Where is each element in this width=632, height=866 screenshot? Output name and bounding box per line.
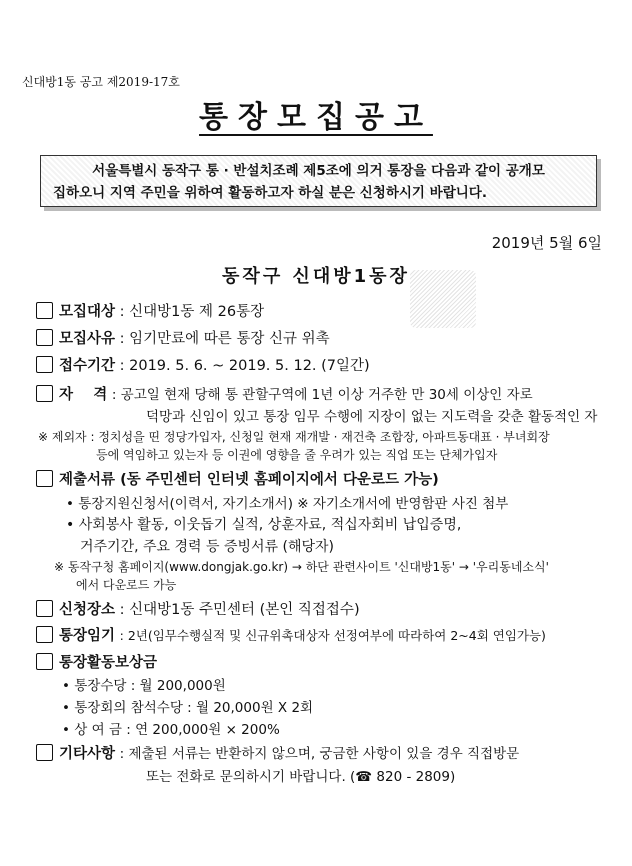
reason-value: : 임기만료에 따른 통장 신규 위촉 (119, 331, 330, 347)
notice-date: 2019년 5월 6일 (491, 234, 602, 252)
qualification-line-1: : 공고일 현재 당해 통 관할구역에 1년 이상 거주한 만 30세 이상인 자로 (111, 387, 533, 403)
title-text: 통장모집공고 (199, 100, 433, 135)
checkbox-icon (36, 744, 53, 761)
other-label: 기타사항 (59, 746, 116, 762)
page-title (0, 92, 632, 136)
checkbox-icon (36, 626, 53, 643)
compensation-item-2: • 통장회의 참석수당 : 월 20,000원 X 2회 (62, 700, 314, 716)
period-label: 접수기간 (59, 358, 116, 374)
item-compensation (36, 651, 157, 672)
documents-note-1: ※ 동작구청 홈페이지(www.dongjak.go.kr) → 하단 관련사이트 '신대방1동' → '우리동네소식' (54, 560, 549, 574)
item-other (36, 742, 519, 763)
term-value: : 2년(임무수행실적 및 신규위촉대상자 선정여부에 따라하여 2~4회 연임가능) (119, 628, 546, 643)
item-place (36, 598, 360, 619)
checkbox-icon (36, 329, 53, 346)
checkbox-icon (36, 385, 53, 402)
notice-number: 신대방1동 공고 제2019-17호 (22, 75, 180, 89)
documents-item-1: • 통장지원신청서(이력서, 자기소개서) ※ 자기소개서에 반영함판 사진 첨부 (66, 496, 509, 512)
term-label: 통장임기 (59, 628, 116, 644)
item-documents (36, 468, 439, 489)
documents-item-3: 거주기간, 주요 경력 등 증빙서류 (해당자) (80, 539, 335, 555)
item-qualification (36, 383, 533, 404)
intro-line-1: 서울특별시 동작구 통 · 반설치조례 제5조에 의거 통장을 다음과 같이 공개모 (92, 163, 545, 179)
issuing-office: 동작구 신대방1동장 (222, 266, 410, 287)
item-period (36, 354, 370, 375)
checkbox-icon (36, 356, 53, 373)
compensation-item-3: • 상 여 금 : 연 200,000원 × 200% (62, 722, 280, 738)
place-label: 신청장소 (59, 602, 116, 618)
exclusion-line-1: ※ 제외자 : 정치성을 띤 정당가입자, 신청일 현재 재개발 · 재건축 조합장, 아파트동대표 · 부녀회장 (38, 430, 550, 444)
item-target (36, 300, 264, 321)
item-term (36, 624, 546, 645)
place-value: : 신대방1동 주민센터 (본인 직접접수) (119, 602, 360, 618)
compensation-label: 통장활동보상금 (59, 655, 158, 671)
reason-label: 모집사유 (59, 331, 116, 347)
documents-note-2: 에서 다운로드 가능 (76, 578, 177, 592)
intro-line-2: 집하오니 지역 주민을 위하여 활동하고자 하실 분은 신청하시기 바랍니다. (53, 185, 487, 201)
qualification-line-2: 덕망과 신임이 있고 통장 임무 수행에 지장이 없는 지도력을 갖춘 활동적인 자 (146, 409, 598, 425)
target-value: : 신대방1동 제 26통장 (119, 304, 265, 320)
target-label: 모집대상 (59, 304, 116, 320)
compensation-item-1: • 통장수당 : 월 200,000원 (62, 678, 226, 694)
documents-item-2: • 사회봉사 활동, 이웃돕기 실적, 상훈자료, 적십자회비 납입증명, (66, 517, 462, 533)
checkbox-icon (36, 653, 53, 670)
documents-label: 제출서류 (동 주민센터 인터넷 홈페이지에서 다운로드 가능) (59, 472, 439, 488)
exclusion-line-2: 등에 역임하고 있는자 등 이권에 영향을 줄 우려가 있는 직업 또는 단체가입자 (96, 448, 498, 462)
intro-box (40, 155, 597, 207)
checkbox-icon (36, 302, 53, 319)
other-line-2: 또는 전화로 문의하시기 바랍니다. (☎ 820 - 2809) (146, 769, 456, 785)
checkbox-icon (36, 470, 53, 487)
period-value: : 2019. 5. 6. ~ 2019. 5. 12. (7일간) (119, 358, 370, 374)
checkbox-icon (36, 600, 53, 617)
other-line-1: : 제출된 서류는 반환하지 않으며, 궁금한 사항이 있을 경우 직접방문 (119, 746, 520, 762)
qualification-label: 자 격 (59, 387, 108, 403)
item-reason (36, 327, 330, 348)
